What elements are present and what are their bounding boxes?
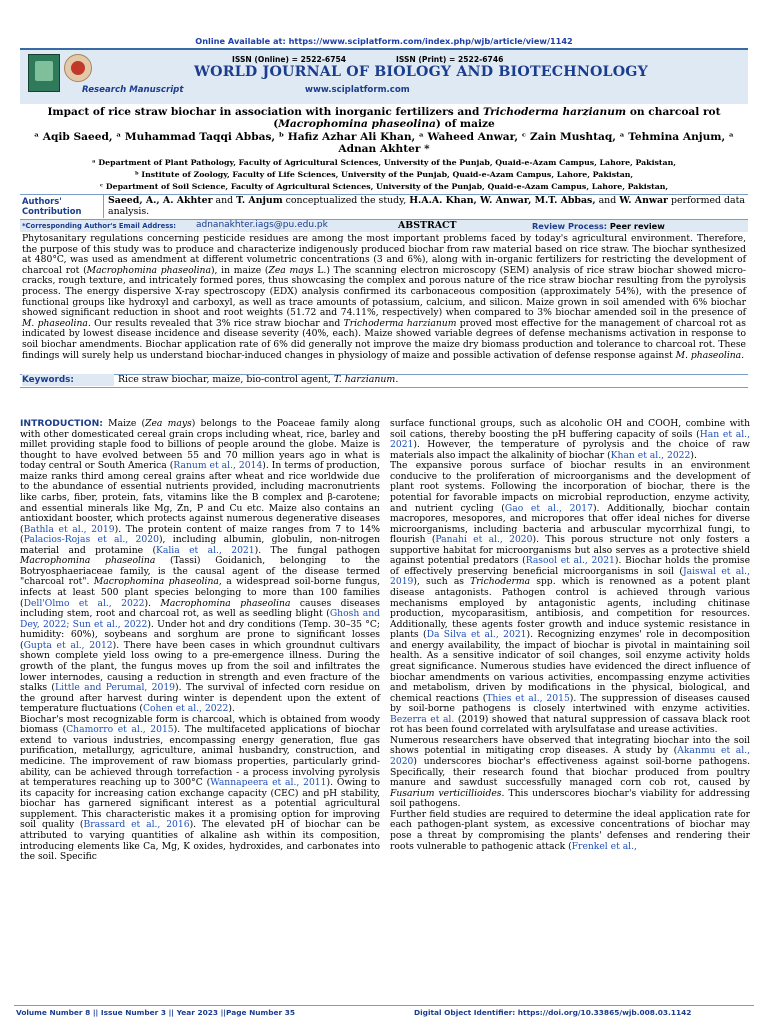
journal-website[interactable]: www.sciplatform.com xyxy=(305,85,410,95)
contribution-label: Authors' Contribution xyxy=(22,196,82,216)
ph-paragraph: surface functional groups, such as alcoholic OH and COOH, combine with soil cations, thereby boosting the pH buffering capacity of soils (Han et al., 2021). However, the temperature of pyrolysis and the choice of raw materials also impact the alkalinity of biochar (Khan et al., 2022). xyxy=(390,418,750,461)
citation-link[interactable]: Ghosh and Dey, 2022; Sun et al., 2022 xyxy=(20,608,380,630)
abstract-text: Phytosanitary regulations concerning pesticide residues are among the most important problems faced by today's agricultural environment. Therefore, the purpose of this study was to produce and characterize indigenously produced biochar from raw material based on rice straw. The biochar synthesized at 480°C, was used as amendment at different volumetric concentrations (3 and 6%), along with in-organic fertilizers for restricting the development of charcoal rot (Macrophomina phaseolina), in maize (Zea mays L.) The scanning electron microscopy (SEM) analysis of rice straw biochar showed micro-cracks, rough texture, and intricately formed pores, thus showcasing the complex and porous nature of the rice straw biochar resulting from the pyrolysis process. The energy dispersive X-ray spectroscopy (EDX) analysis confirmed its carbonaceous composition (approximately 54%), with the presence of functional groups like hydroxyl and carboxyl, as well as trace amounts of potassium, calcium, and silicon. Maize grown in soil amended with 6% biochar showed significant reduction in shoot and root weights (51.72 and 74.11%, respectively) when compared to 3% biochar amended soil in the presence of M. phaseolina. Our results revealed that 3% rice straw biochar and Trichoderma harzianum proved most effective for the management of charcoal rot as indicated by lowest disease incidence and disease severity (40%, each). Maize showed variable degrees of defense mechanisms activation in response to soil biochar amendments. Biochar application rate of 6% did generally not improve the maize dry biomass production and tolerance to charcoal rot. These findings will surely help us understand biochar-induced changes in physiology of maize and possible activation of defense response against M. phaseolina. xyxy=(22,233,746,361)
citation-link[interactable]: Thies et al., 2015 xyxy=(486,692,570,704)
affiliation-c: ᶜ Department of Soil Science, Faculty of Agricultural Sciences, University of the Punjab, Quaid-e-Azam Campus, Lahore, Pakistan, xyxy=(99,182,669,191)
author-list: ᵃ Aqib Saeed, ᵃ Muhammad Taqqi Abbas, ᵇ Hafiz Azhar Ali Khan, ᵃ Waheed Anwar, ᶜ Zain Mushtaq, ᵃ Tehmina Anjum, ᵃ Adnan Akhter * xyxy=(34,131,734,155)
review-process: Review Process: Peer review xyxy=(532,221,665,231)
citation-link[interactable]: Bathla et al., 2019 xyxy=(23,523,115,535)
citation-link[interactable]: Dell'Olmo et al., 2022 xyxy=(23,597,145,609)
citation-link[interactable]: Cohen et al., 2022 xyxy=(142,703,229,715)
footer-volume: Volume Number 8 || Issue Number 3 || Year 2023 ||Page Number 35 xyxy=(16,1008,296,1017)
article-title: Impact of rice straw biochar in association with inorganic fertilizers and Trichoderma harzianum on charcoal rot (Macrophomina phaseolina) of maize xyxy=(47,106,721,130)
citation-link[interactable]: Kalia et al., 2021 xyxy=(156,544,255,556)
contribution-divider xyxy=(103,194,104,218)
citation-link[interactable]: Chamorro et al., 2015 xyxy=(66,724,174,736)
citation-link[interactable]: Gupta et al., 2012 xyxy=(23,639,113,651)
section-heading: INTRODUCTION: xyxy=(20,418,103,429)
corresponding-email[interactable]: adnanakhter.iags@pu.edu.pk xyxy=(196,220,328,230)
abstract-heading: ABSTRACT xyxy=(398,220,457,231)
citation-link[interactable]: Jaiswal et al., 2019 xyxy=(390,565,750,588)
citation-link[interactable]: Han et al., 2021 xyxy=(390,428,750,451)
citation-link[interactable]: Bezerra et al. xyxy=(390,713,455,725)
issn-online: ISSN (Online) = 2522-6754 xyxy=(232,55,347,64)
citation-link[interactable]: Gao et al., 2017 xyxy=(504,502,593,514)
footer-doi[interactable]: Digital Object Identifier: https://doi.org/10.33865/wjb.008.03.1142 xyxy=(414,1008,692,1017)
body-column-left xyxy=(20,419,380,863)
citation-link[interactable]: Ranum et al., 2014 xyxy=(173,460,263,472)
citation-link[interactable]: Little and Perumal, 2019 xyxy=(55,682,176,694)
citation-link[interactable]: Wannapeera et al., 2011 xyxy=(210,777,327,789)
citation-link[interactable]: Da Silva et al., 2021 xyxy=(426,629,527,641)
citation-link[interactable]: Akanmu et al., 2020 xyxy=(390,745,750,767)
biochar-paragraph: Biochar's most recognizable form is charcoal, which is obtained from woody biomass (Chamorro et al., 2015). The multifaceted applications of biochar extend to various industries, encompassing energy generation, flue gas purification, metallurgy, agriculture, animal husbandry, construction, and medicine. The improvement of raw biomass properties, particularly grind-ability, can be achieved through torrefaction - a process involving pyrolysis at temperatures reaching up to 300°C (Wannapeera et al., 2011). Owing to its capacity for increasing cation exchange capacity (CEC) and pH stability, biochar has garnered significant interest as a potential agricultural supplement. This characteristic makes it a promising option for improving soil quality (Brassard et al., 2016). The elevated pH of biochar can be attributed to varying quantities of alkaline ash within its composition, introducing elements like Ca, Mg, K oxides, hydroxides, and carbonates into the soil. Specific xyxy=(20,713,381,863)
corresponding-label: *Corresponding Author's Email Address: xyxy=(22,222,177,230)
keywords-label: Keywords: xyxy=(22,374,114,386)
body-column-right xyxy=(390,419,750,852)
field-study-paragraph: Further field studies are required to determine the ideal application rate for each pathogen-plant system, as excessive concentrations of biochar may pose a threat by compromising the plants' defenses and rendering their roots vulnerable to pathogenic attack (Frenkel et al., xyxy=(390,808,750,852)
citation-link[interactable]: Palacios-Rojas et al., 2020 xyxy=(23,534,159,546)
journal-name: WORLD JOURNAL OF BIOLOGY AND BIOTECHNOLOGY xyxy=(194,64,648,80)
keywords-text: Rice straw biochar, maize, bio-control agent, T. harzianum. xyxy=(118,374,399,385)
intro-paragraph: INTRODUCTION: Maize (Zea mays) belongs to the Poaceae family along with other domesticated cereal grain crops including wheat, rice, barley and millet providing staple food to billions of people around the globe. Maize is thought to have evolved between 55 and 70 million years ago in what is today central or South America (Ranum et al., 2014). In terms of production, maize ranks third among cereal grains after wheat and rice worldwide due to the abundance of essential nutrients provided, including macronutrients like carbs, fiber, protein, fats, vitamins like the B complex and β-carotene; and essential minerals like Mg, Zn, P and Cu etc. Maize also contains an antioxidant booster, which protects against numerous degenerative diseases (Bathla et al., 2019). The protein content of maize ranges from 7 to 14% (Palacios-Rojas et al., 2020), including albumin, globulin, non-nitrogen material and protamine (Kalia et al., 2021). The fungal pathogen Macrophomina phaseolina (Tassi) Goidanich, belonging to the Botryosphaeriaceae family, is the causal agent of the disease termed "charcoal rot". Macrophomina phaseolina, a widespread soil-borne fungus, infects at least 500 plant species belonging to more than 100 families (Dell'Olmo et al., 2022). Macrophomina phaseolina causes diseases including stem, root and charcoal rot, as well as seedling blight (Ghosh and Dey, 2022; Sun et al., 2022). Under hot and dry conditions (Temp. 30–35 °C; humidity: 60%), soybeans and sorghum are prone to significant losses (Gupta et al., 2012). There have been cases in which groundnut cultivars shown complete yield loss owing to a pre-emergence illness. During the growth of the plant, the fungus moves up from the soil and infiltrates the lower internodes, causing a reduction in strength and even fracture of the stalks (Little and Perumal, 2019). The survival of infected corn residue on the ground after harvest during winter is dependent upon the extent of temperature fluctuations (Cohen et al., 2022). xyxy=(20,418,380,715)
online-url[interactable]: Online Available at: https://www.sciplatform.com/index.php/wjb/article/view/1142 xyxy=(195,36,573,46)
issn-print: ISSN (Print) = 2522-6746 xyxy=(396,55,504,64)
manuscript-type: Research Manuscript xyxy=(82,85,184,95)
disease-paragraph: Numerous researchers have observed that integrating biochar into the soil shows potential in mitigating crop diseases. A study by (Akanmu et al., 2020) underscores biochar's effectiveness against soil-borne pathogens. Specifically, their research found that biochar produced from poultry manure and sawdust successfully managed corn cob rot, caused by Fusarium verticillioides. This underscores biochar's viability for addressing soil pathogens. xyxy=(390,734,750,810)
citation-link[interactable]: Rasool et al., 2021 xyxy=(525,555,615,567)
contribution-text: Saeed, A., A. Akhter and T. Anjum conceptualized the study, H.A.A. Khan, W. Anwar, M.T. Abbas, and W. Anwar performed data analysis. xyxy=(108,195,745,217)
porous-paragraph: The expansive porous surface of biochar results in an environment conducive to the proliferation of microorganisms and the development of plant root systems. Following the incorporation of biochar, there is the potential for favorable impacts on microbial reproduction, enzyme activity, and nutrient cycling (Gao et al., 2017). Additionally, biochar contain macropores, mesopores, and micropores that offer ideal niches for diverse microorganisms, including bacteria and arbuscular mycorrhizal fungi, to flourish (Panahi et al., 2020). This porous structure not only fosters a supportive habitat for microorganisms but also serves as a protective shield against potential predators (Rasool et al., 2021). Biochar holds the promise of effectively preserving beneficial microorganisms in soil (Jaiswal et al., 2019), such as Trichoderma spp. which is renowned as a potent plant disease antagonists. Pathogen control is achieved through various mechanisms employed by antagonistic agents, including chitinase production, mycoparasitism, antibiosis, and competition for resources. Additionally, these agents foster growth and induce systemic resistance in plants (Da Silva et al., 2021). Recognizing enzymes' role in decomposition and energy availability, the impact of biochar is pivotal in maintaining soil health. As a sensitive indicator of soil changes, soil enzyme activity holds great significance. Numerous studies have evidenced the direct influence of biochar amendments on various activities, encompassing enzyme activities and metabolism, driven by modifications in the physical, biological, and chemical reactions (Thies et al., 2015). The suppression of diseases caused by soil-borne pathogens is closely intertwined with enzyme activities. Bezerra et al. (2019) showed that natural suppression of cassava black root rot has been found correlated with arylsulfatase and urease activities. xyxy=(390,460,751,736)
affiliation-a: ᵃ Department of Plant Pathology, Faculty of Agricultural Sciences, University of the Punjab, Quaid-e-Azam Campus, Lahore, Pakistan, xyxy=(92,158,676,167)
citation-link[interactable]: Khan et al., 2022 xyxy=(610,449,691,461)
citation-link[interactable]: Frenkel et al., xyxy=(571,840,637,852)
journal-cover-icon xyxy=(28,54,60,92)
publisher-seal-icon xyxy=(64,54,92,82)
citation-link[interactable]: Brassard et al., 2016 xyxy=(83,819,190,831)
affiliation-b: ᵇ Institute of Zoology, Faculty of Life Sciences, University of the Punjab, Quaid-e-Azam Campus, Lahore, Pakistan, xyxy=(134,170,634,179)
citation-link[interactable]: Panahi et al., 2020 xyxy=(435,534,533,546)
